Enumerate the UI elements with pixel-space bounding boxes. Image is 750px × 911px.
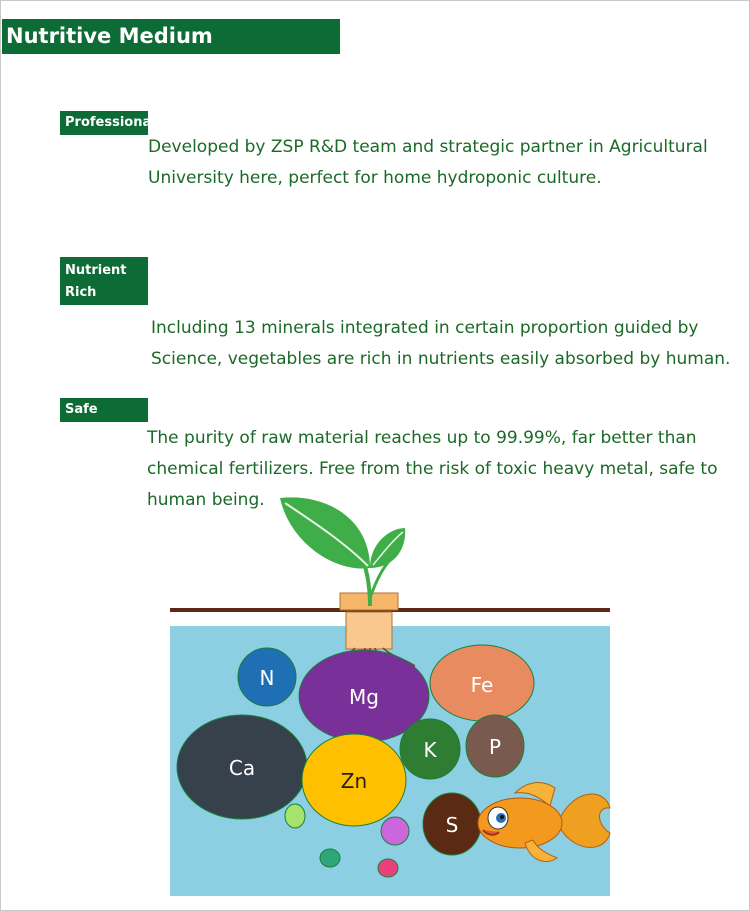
professional-text: Developed by ZSP R&D team and strategic partner in Agricultural University here, perfect for home hydroponic culture. bbox=[148, 137, 708, 188]
nutrient-rich-text: Including 13 minerals integrated in certain proportion guided by Science, vegetables are rich in nutrients easily absorbed by human. bbox=[151, 318, 731, 369]
safe-text: The purity of raw material reaches up to 99.99%, far better than chemical fertilizers. Free from the risk of toxic heavy metal, safe to human being. bbox=[147, 428, 718, 510]
small-bubble bbox=[320, 849, 340, 867]
mineral-n-label: N bbox=[259, 666, 275, 690]
mineral-fe bbox=[430, 645, 534, 721]
mineral-p bbox=[466, 715, 524, 777]
tag-nutrient-rich bbox=[60, 257, 148, 305]
mineral-k-label: K bbox=[423, 738, 437, 762]
tag-safe: Safe bbox=[60, 398, 148, 422]
mineral-ca-label: Ca bbox=[228, 756, 256, 780]
mineral-s bbox=[423, 793, 481, 855]
tag-nutrient-rich-line2: Rich bbox=[65, 285, 97, 300]
mineral-fe-label: Fe bbox=[470, 673, 494, 697]
small-bubble bbox=[285, 804, 305, 828]
mineral-p-label: P bbox=[488, 735, 502, 759]
small-bubble bbox=[381, 817, 409, 845]
hydroponic-illustration bbox=[165, 488, 615, 903]
mineral-mg-label: Mg bbox=[349, 685, 379, 709]
mineral-ca bbox=[177, 715, 307, 819]
mineral-n bbox=[238, 648, 296, 706]
mineral-k bbox=[400, 719, 460, 779]
small-bubble bbox=[378, 859, 398, 877]
mineral-zn-label: Zn bbox=[340, 769, 368, 793]
mineral-zn bbox=[302, 734, 406, 826]
pot-body bbox=[346, 612, 392, 649]
page-title: Nutritive Medium bbox=[2, 19, 340, 54]
tag-nutrient-rich-line1: Nutrient bbox=[65, 263, 127, 278]
mineral-s-label: S bbox=[445, 813, 459, 837]
tag-professional: Professional bbox=[60, 111, 148, 135]
